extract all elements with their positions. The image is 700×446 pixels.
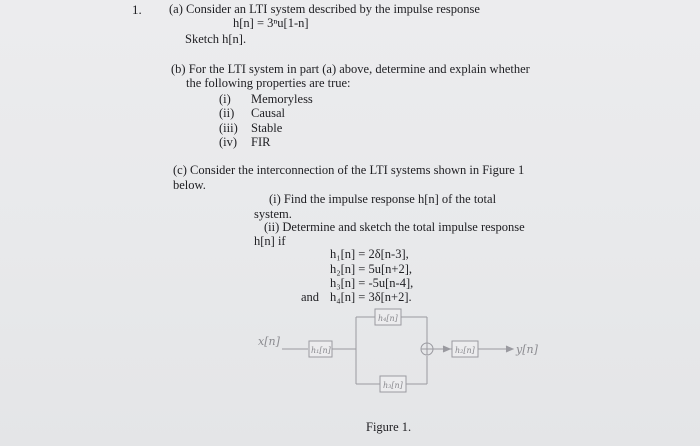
equation-h1: h₁[n] = 2δ[n-3], bbox=[330, 247, 409, 261]
part-c-line1: (c) Consider the interconnection of the LTI systems shown in Figure 1 bbox=[173, 163, 525, 177]
part-c-sub-ii-line2: h[n] if bbox=[254, 234, 286, 248]
part-b-line1: (b) For the LTI system in part (a) above, determine and explain whether bbox=[171, 62, 530, 76]
and-label: and bbox=[301, 290, 320, 304]
input-label: x[n] bbox=[258, 335, 280, 348]
part-c-sub-i-line2: system. bbox=[254, 207, 292, 221]
equation-h2: h₂[n] = 5u[n+2], bbox=[330, 262, 412, 276]
part-b-line2: the following properties are true: bbox=[186, 76, 351, 90]
equation-h4: h₄[n] = 3δ[n+2]. bbox=[330, 290, 412, 304]
part-c-sub-i-line1: (i) Find the impulse response h[n] of the total bbox=[269, 192, 497, 206]
figure-caption: Figure 1. bbox=[366, 420, 412, 434]
property-num: (i) bbox=[219, 92, 231, 106]
equation-h3: h₃[n] = -5u[n-4], bbox=[330, 276, 414, 290]
part-c-sub-ii-line1: (ii) Determine and sketch the total impulse response bbox=[264, 220, 525, 234]
part-a-line1: (a) Consider an LTI system described by the impulse response bbox=[169, 2, 480, 16]
property-num: (iv) bbox=[219, 135, 238, 149]
h3-box-label: h₃[n] bbox=[383, 381, 403, 390]
property-num: (ii) bbox=[219, 106, 235, 120]
h2-box-label: h₂[n] bbox=[455, 346, 475, 355]
output-label: y[n] bbox=[516, 343, 538, 356]
property-label: FIR bbox=[251, 135, 271, 149]
question-number: 1. bbox=[132, 2, 142, 17]
part-a-sketch: Sketch h[n]. bbox=[185, 32, 247, 46]
property-label: Causal bbox=[251, 106, 286, 120]
part-c-line2: below. bbox=[173, 178, 206, 192]
property-label: Stable bbox=[251, 121, 283, 135]
h4-box-label: h₄[n] bbox=[378, 314, 398, 323]
part-a-equation: h[n] = 3ⁿu[1-n] bbox=[233, 16, 309, 30]
property-num: (iii) bbox=[219, 121, 238, 135]
h1-box-label: h₁[n] bbox=[311, 346, 331, 355]
property-label: Memoryless bbox=[251, 92, 313, 106]
